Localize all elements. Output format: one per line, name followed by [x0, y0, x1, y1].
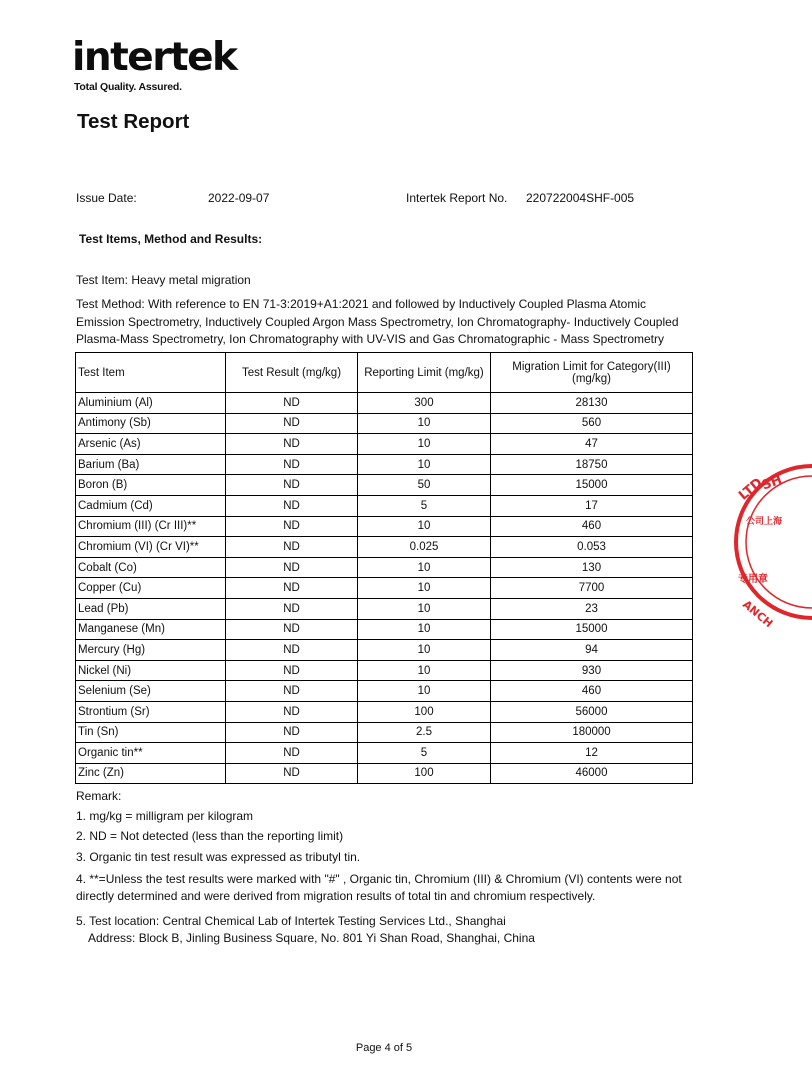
- cell-test-item: Nickel (Ni): [76, 660, 226, 681]
- cell-reporting-limit: 10: [358, 640, 491, 661]
- cell-migration-limit: 180000: [491, 722, 693, 743]
- issue-date-label: Issue Date:: [76, 191, 137, 205]
- table-row: [76, 743, 693, 764]
- cell-test-item: Tin (Sn): [76, 722, 226, 743]
- cell-test-item: Lead (Pb): [76, 598, 226, 619]
- cell-reporting-limit: 0.025: [358, 537, 491, 558]
- cell-migration-limit: 7700: [491, 578, 693, 599]
- cell-reporting-limit: 10: [358, 434, 491, 455]
- svg-text:专用章: 专用章: [738, 574, 768, 585]
- cell-reporting-limit: 100: [358, 701, 491, 722]
- cell-migration-limit: 460: [491, 681, 693, 702]
- cell-migration-limit: 930: [491, 660, 693, 681]
- cell-reporting-limit: 50: [358, 475, 491, 496]
- company-seal-stamp: [732, 462, 812, 631]
- logo-tagline: Total Quality. Assured.: [74, 81, 182, 93]
- cell-reporting-limit: 10: [358, 619, 491, 640]
- cell-migration-limit: 0.053: [491, 537, 693, 558]
- cell-test-item: Manganese (Mn): [76, 619, 226, 640]
- cell-reporting-limit: 10: [358, 578, 491, 599]
- cell-test-result: ND: [226, 557, 358, 578]
- cell-reporting-limit: 5: [358, 743, 491, 764]
- cell-reporting-limit: 2.5: [358, 722, 491, 743]
- test-item: Test Item: Heavy metal migration: [76, 273, 251, 287]
- table-row: [76, 413, 693, 434]
- cell-test-item: Cobalt (Co): [76, 557, 226, 578]
- cell-test-item: Zinc (Zn): [76, 763, 226, 784]
- cell-test-result: ND: [226, 763, 358, 784]
- svg-text:ANCH: ANCH: [740, 597, 776, 631]
- cell-test-item: Selenium (Se): [76, 681, 226, 702]
- cell-migration-limit: 17: [491, 495, 693, 516]
- cell-migration-limit: 15000: [491, 475, 693, 496]
- cell-test-item: Antimony (Sb): [76, 413, 226, 434]
- header-reporting-limit: Reporting Limit (mg/kg): [358, 353, 491, 393]
- cell-migration-limit: 560: [491, 413, 693, 434]
- cell-test-result: ND: [226, 578, 358, 599]
- cell-reporting-limit: 10: [358, 557, 491, 578]
- header-test-result: Test Result (mg/kg): [226, 353, 358, 393]
- section-heading: Test Items, Method and Results:: [79, 232, 263, 246]
- cell-test-item: Strontium (Sr): [76, 701, 226, 722]
- table-row: [76, 557, 693, 578]
- table-row: [76, 763, 693, 784]
- cell-test-result: ND: [226, 495, 358, 516]
- cell-test-result: ND: [226, 475, 358, 496]
- cell-reporting-limit: 10: [358, 413, 491, 434]
- table-row: [76, 640, 693, 661]
- cell-test-result: ND: [226, 393, 358, 414]
- cell-test-item: Barium (Ba): [76, 454, 226, 475]
- cell-migration-limit: 460: [491, 516, 693, 537]
- cell-test-item: Aluminium (Al): [76, 393, 226, 414]
- table-row: [76, 454, 693, 475]
- cell-test-result: ND: [226, 701, 358, 722]
- cell-migration-limit: 28130: [491, 393, 693, 414]
- table-row: [76, 660, 693, 681]
- table-body: [76, 393, 693, 784]
- issue-date-value: 2022-09-07: [208, 191, 270, 205]
- cell-test-result: ND: [226, 722, 358, 743]
- svg-text:公司上海: 公司上海: [746, 517, 783, 527]
- table-header-row: [76, 353, 693, 393]
- table-row: [76, 434, 693, 455]
- remark-item-1: 1. mg/kg = milligram per kilogram: [76, 809, 254, 823]
- cell-reporting-limit: 10: [358, 454, 491, 475]
- report-no-value: 220722004SHF-005: [526, 191, 635, 205]
- header-migration-limit: Migration Limit for Category(III) (mg/kg): [491, 353, 693, 393]
- table-row: [76, 393, 693, 414]
- cell-test-result: ND: [226, 660, 358, 681]
- page-title: Test Report: [77, 110, 190, 133]
- remark-item-4: 4. **=Unless the test results were marked with "#" , Organic tin, Chromium (III) & Chromium (VI) contents were not directly determined and were derived from migration results of total tin and chromium respectively.: [76, 872, 682, 903]
- cell-test-item: Cadmium (Cd): [76, 495, 226, 516]
- intertek-logo: intertek: [72, 35, 237, 80]
- table-row: [76, 537, 693, 558]
- cell-test-item: Organic tin**: [76, 743, 226, 764]
- cell-migration-limit: 94: [491, 640, 693, 661]
- table-row: [76, 681, 693, 702]
- cell-reporting-limit: 300: [358, 393, 491, 414]
- table-row: [76, 495, 693, 516]
- cell-test-result: ND: [226, 640, 358, 661]
- table-row: [76, 578, 693, 599]
- cell-test-item: Boron (B): [76, 475, 226, 496]
- cell-migration-limit: 18750: [491, 454, 693, 475]
- page-number: Page 4 of 5: [355, 1042, 413, 1054]
- cell-test-item: Arsenic (As): [76, 434, 226, 455]
- table-row: [76, 475, 693, 496]
- cell-migration-limit: 23: [491, 598, 693, 619]
- cell-test-result: ND: [226, 434, 358, 455]
- cell-migration-limit: 47: [491, 434, 693, 455]
- cell-reporting-limit: 100: [358, 763, 491, 784]
- svg-text:LTD: LTD: [736, 475, 766, 504]
- cell-test-item: Mercury (Hg): [76, 640, 226, 661]
- remark-item-5: 5. Test location: Central Chemical Lab of Intertek Testing Services Ltd., Shanghai: [76, 914, 506, 928]
- cell-reporting-limit: 10: [358, 516, 491, 537]
- cell-migration-limit: 130: [491, 557, 693, 578]
- results-table: [75, 352, 693, 784]
- report-no-label: Intertek Report No.: [406, 191, 508, 205]
- cell-test-result: ND: [226, 619, 358, 640]
- table-row: [76, 598, 693, 619]
- cell-migration-limit: 15000: [491, 619, 693, 640]
- test-location-address: Address: Block B, Jinling Business Square, No. 801 Yi Shan Road, Shanghai, China: [88, 931, 535, 945]
- cell-reporting-limit: 10: [358, 681, 491, 702]
- cell-test-result: ND: [226, 537, 358, 558]
- svg-text:SH: SH: [759, 472, 785, 494]
- cell-reporting-limit: 10: [358, 598, 491, 619]
- remark-item-3: 3. Organic tin test result was expressed as tributyl tin.: [76, 850, 361, 864]
- table-row: [76, 619, 693, 640]
- remark-item-2: 2. ND = Not detected (less than the reporting limit): [76, 829, 344, 843]
- table-row: [76, 722, 693, 743]
- cell-test-item: Copper (Cu): [76, 578, 226, 599]
- cell-reporting-limit: 10: [358, 660, 491, 681]
- cell-test-item: Chromium (VI) (Cr VI)**: [76, 537, 226, 558]
- cell-reporting-limit: 5: [358, 495, 491, 516]
- table-row: [76, 516, 693, 537]
- cell-test-result: ND: [226, 598, 358, 619]
- table-row: [76, 701, 693, 722]
- cell-migration-limit: 12: [491, 743, 693, 764]
- cell-test-result: ND: [226, 516, 358, 537]
- test-method: Test Method: With reference to EN 71-3:2019+A1:2021 and followed by Inductively Coupled Plasma Atomic Emission Spectrometry, Inductively Coupled Argon Mass Spectrometry, Ion Chromatography- Inductively Coupled Plasma-Mass Spectrometry, Ion Chromatography with UV-VIS and Gas Chromatographic - Mass Spectrometry: [76, 297, 679, 346]
- cell-test-item: Chromium (III) (Cr III)**: [76, 516, 226, 537]
- cell-test-result: ND: [226, 413, 358, 434]
- cell-test-result: ND: [226, 743, 358, 764]
- cell-test-result: ND: [226, 454, 358, 475]
- remark-label: Remark:: [76, 789, 122, 803]
- header-test-item: Test Item: [76, 353, 226, 393]
- cell-test-result: ND: [226, 681, 358, 702]
- cell-migration-limit: 56000: [491, 701, 693, 722]
- cell-migration-limit: 46000: [491, 763, 693, 784]
